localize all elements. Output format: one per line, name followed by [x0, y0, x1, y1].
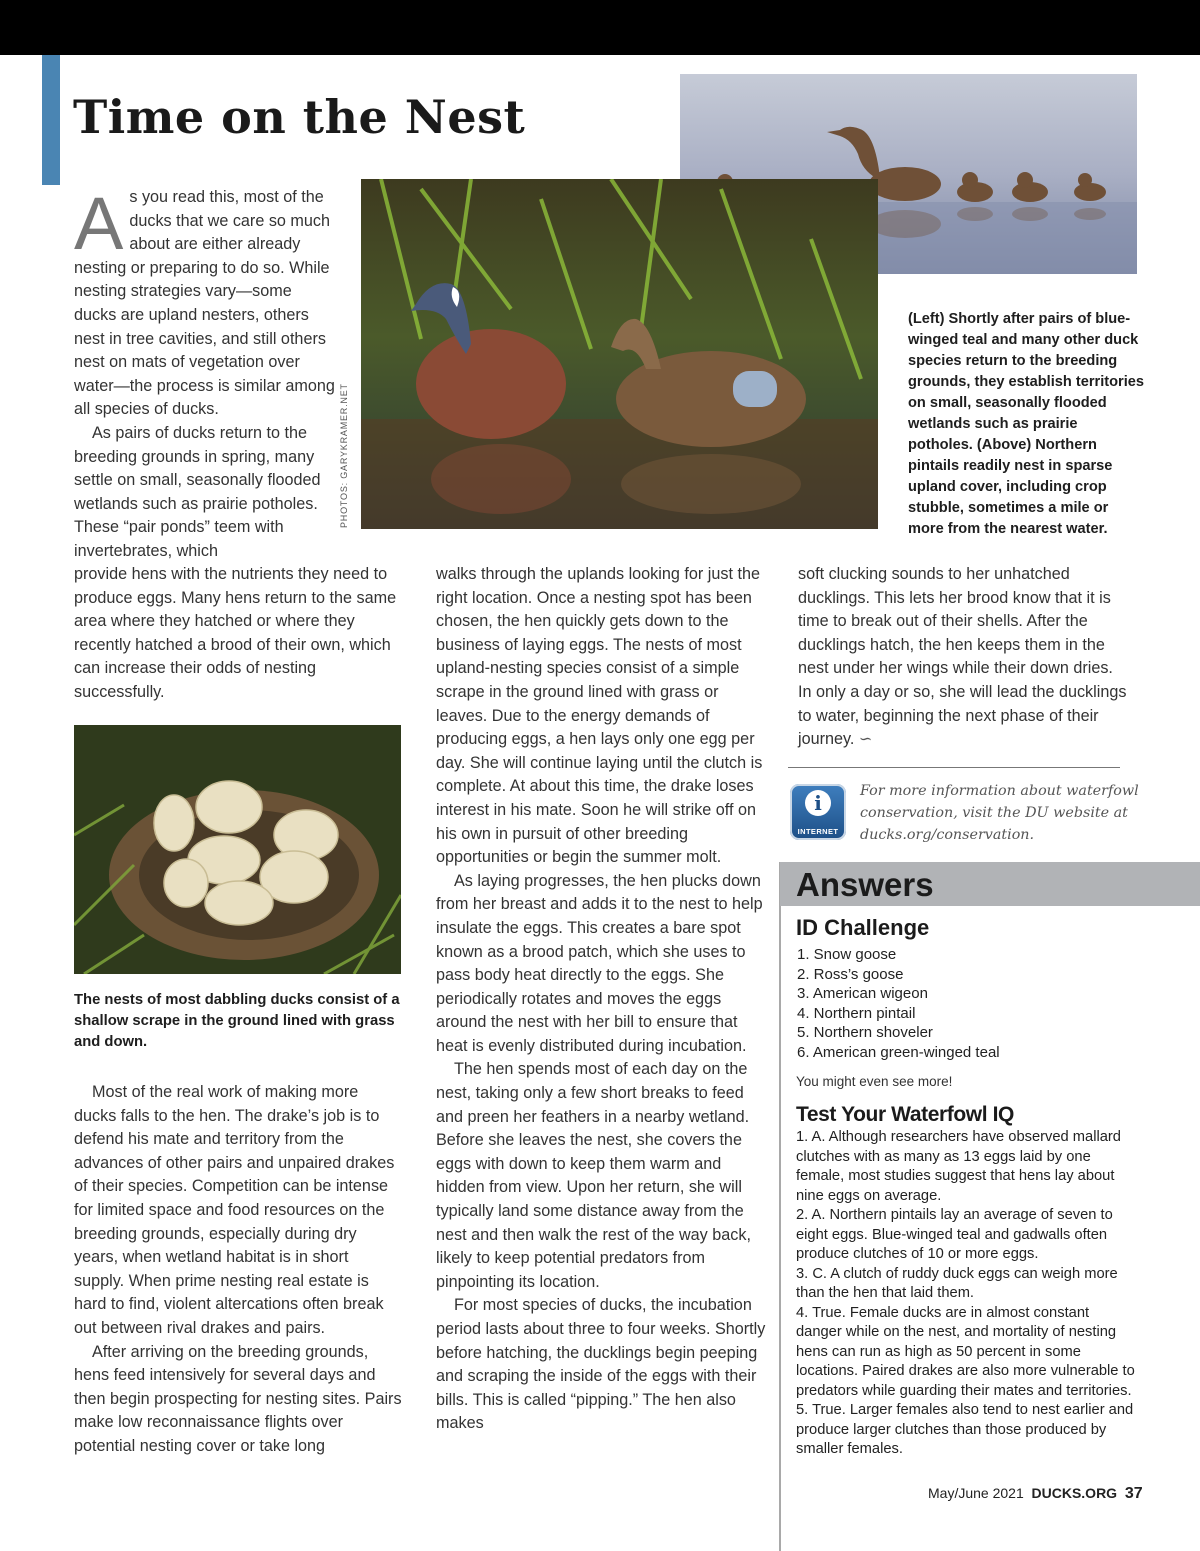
column-3: [798, 563, 1128, 752]
column-1-continued: [74, 563, 402, 705]
col1-paragraph-4: After arriving on the breeding grounds, hens feed intensively for several days and then begin prospecting for nesting sites. Pairs make low reconnaissance flights over potential nesting cover or take long: [74, 1342, 402, 1455]
list-item: 3. C. A clutch of ruddy duck eggs can weigh more than the hen that laid them.: [796, 1265, 1118, 1301]
site-name: DUCKS.ORG: [1031, 1485, 1118, 1501]
col1-paragraph-2b: provide hens with the nutrients they need to produce eggs. Many hens return to the same area where they hatched or where they recently hatched a brood of their own, which can increase their odds of nesting successfully.: [74, 565, 397, 701]
col2-paragraph-2: As laying progresses, the hen plucks down from her breast and adds it to the nest to help insulate the eggs. This creates a bare spot known as a brood patch, which she uses to pass body heat directly to the eggs. She periodically rotates and moves the eggs around the nest with her bill to ensure that heat is evenly distributed during incubation.: [436, 871, 763, 1055]
col2-paragraph-3: The hen spends most of each day on the nest, taking only a few short breaks to feed and preen her feathers in a nearby wetland. Before she leaves the nest, she covers the eggs with down to keep them warm and hidden from view. Upon her return, she will typically land some distance away from the nest and then walk the rest of the way back, likely to keep potential predators from pinpointing its location.: [436, 1060, 751, 1291]
list-item: 5. Northern shoveler: [797, 1024, 933, 1042]
list-item: 1. Snow goose: [797, 946, 897, 963]
info-text: For more information about waterfowl conservation, visit the DU website at ducks.org/conservation.: [860, 783, 1139, 843]
col1-paragraph-3: Most of the real work of making more ducks falls to the hen. The drake’s job is to defend his mate and territory from the advances of other pairs and unpaired drakes of their species. Competition can be intense for limited space and food resources on the breeding grounds, especially during dry years, when wetland habitat is in short supply. When prime nesting real estate is hard to find, violent altercations often break out between rival drakes and pairs.: [74, 1083, 395, 1337]
drop-cap: A: [74, 182, 124, 265]
title-accent-bar: [42, 55, 60, 185]
photo-credit: PHOTOS: GARYKRAMER.NET: [339, 383, 349, 528]
internet-info-icon: i INTERNET: [790, 784, 846, 840]
col3-paragraph-1: soft clucking sounds to her unhatched ducklings. This lets her brood know that it is time to break out of their shells. After the ducklings hatch, the hen keeps them in the nest under her wings while their down dries. In only a day or so, she will lead the ducklings to water, beginning the next phase of their journey.: [798, 565, 1127, 749]
answers-note: You might even see more!: [796, 1074, 953, 1089]
col2-paragraph-1: walks through the uplands looking for just the right location. Once a nesting spot has been chosen, the hen quickly gets down to the business of laying eggs. The nests of most upland-nesting species consist of a simple scrape in the ground lined with grass or leaves. Due to the energy demands of producing eggs, a hen lays only one egg per day. She will continue laying until the clutch is complete. At about this time, the drake loses interest in his mate. Soon he will strike off on his own in pursuit of other breeding opportunities or begin the summer molt.: [436, 565, 763, 867]
col2-paragraph-4: For most species of ducks, the incubation period lasts about three to four weeks. Shortly before hatching, the ducklings begin peeping and scraping the inside of the eggs with their bills. This is called “pipping.” The hen also makes: [436, 1296, 766, 1433]
col1-paragraph-1: s you read this, most of the ducks that we care so much about are either already nesting or preparing to do so. While nesting strategies vary—some ducks are upland nesters, others nest in tree cavities, and still others nest on mats of vegetation over water—the process is similar among all species of ducks.: [74, 188, 335, 419]
top-black-band: [0, 0, 1200, 55]
photo-caption: (Left) Shortly after pairs of blue-winged teal and many other duck species return to the breeding grounds, they establish territories on small, seasonally flooded wetlands such as prairie potholes. (Above) Northern pintails readily nest in sparse upland cover, including crop stubble, sometimes a mile or more from the nearest water.: [908, 311, 1144, 537]
article-title: Time on the Nest: [73, 90, 526, 144]
list-item: 4. True. Female ducks are in almost constant danger while on the nest, and mortality of nesting hens can run as high as 50 percent in some locations. Paired drakes are also more vulnerable to predators while guarding their mates and territories.: [796, 1304, 1135, 1399]
col1-paragraph-2a: As pairs of ducks return to the breeding grounds in spring, many settle on small, seasonally flooded wetlands such as prairie potholes. These “pair ponds” teem with invertebrates, which: [74, 423, 321, 560]
id-challenge-list: [797, 945, 1000, 1063]
info-divider: [788, 767, 1120, 768]
answers-title: Answers: [796, 866, 934, 903]
page-number: 37: [1124, 1485, 1143, 1502]
waterfowl-iq-title: Test Your Waterfowl IQ: [796, 1103, 1014, 1126]
waterfowl-iq-answers: [796, 1128, 1136, 1460]
issue-date: May/June 2021: [928, 1485, 1024, 1501]
page-folio: [928, 1485, 1143, 1503]
id-challenge-title: ID Challenge: [796, 915, 930, 940]
du-end-mark-icon: ∽: [858, 730, 873, 749]
list-item: 2. A. Northern pintails lay an average of seven to eight eggs. Blue-winged teal and gadwalls often produce clutches of 10 or more eggs.: [796, 1207, 1113, 1262]
nest-eggs-photo: [74, 725, 401, 974]
list-item: 4. Northern pintail: [797, 1004, 916, 1022]
list-item: 1. A. Although researchers have observed mallard clutches with as many as 13 eggs laid by one female, most studies suggest that hens lay about nine eggs on average.: [796, 1129, 1121, 1204]
column-1-lower: [74, 1081, 402, 1459]
column-1-upper: [74, 182, 337, 564]
nest-caption: The nests of most dabbling ducks consist of a shallow scrape in the ground lined with grass and down.: [74, 992, 400, 1050]
blue-winged-teal-photo: [361, 179, 878, 529]
list-item: 3. American wigeon: [797, 985, 928, 1003]
answers-vertical-rule: [779, 862, 781, 1551]
list-item: 5. True. Larger females also tend to nest earlier and produce larger clutches than those produced by smaller females.: [796, 1402, 1134, 1457]
list-item: 6. American green-winged teal: [797, 1043, 1000, 1061]
list-item: 2. Ross’s goose: [797, 965, 904, 983]
column-2: [436, 563, 766, 1436]
